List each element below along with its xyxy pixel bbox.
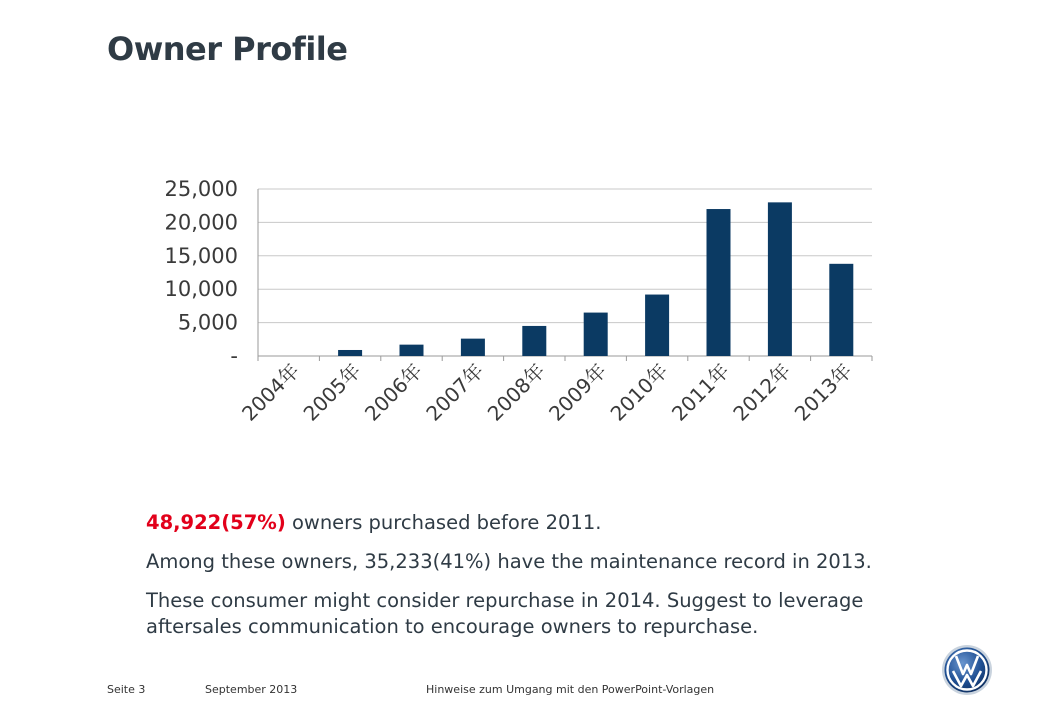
chart-y-axis [165,177,238,368]
bar [829,264,853,356]
x-tick-label: 2004年 [237,358,305,426]
summary-text [146,510,926,653]
y-tick-label: 25,000 [164,177,238,201]
x-tick-label: 2011年 [666,358,735,426]
x-tick-label: 2010年 [605,358,673,426]
y-tick-label: 20,000 [164,210,238,235]
y-tick-label: 5,000 [177,310,238,335]
footer-page-number: Seite 3 [107,683,146,696]
bar [400,345,424,356]
highlight-figure: 48,922(57%) [146,511,286,534]
bar [522,326,546,356]
vw-logo-icon [941,644,993,696]
bar [707,209,731,356]
summary-line-1-text: owners purchased before 2011. [285,511,602,534]
x-tick-label: 2009年 [544,358,612,426]
summary-line-1 [146,510,926,536]
bar [584,313,608,356]
x-tick-label: 2012年 [728,358,796,426]
bar [338,350,362,356]
x-tick-label: 2013年 [789,358,857,426]
footer-note: Hinweise zum Umgang mit den PowerPoint-Vorlagen [426,683,715,696]
x-tick-label: 2007年 [421,358,489,426]
y-tick-label: 15,000 [164,243,238,268]
chart-x-axis [237,359,857,426]
bar [461,339,485,356]
y-tick-label: 10,000 [164,277,238,302]
x-tick-label: 2008年 [482,358,550,426]
bar [768,202,792,356]
x-tick-label: 2006年 [359,358,428,426]
slide-title: Owner Profile [107,30,348,68]
bar [645,295,669,356]
chart-bars [338,202,853,356]
summary-line-3: These consumer might consider repurchase in 2014. Suggest to leverage aftersales communication to encourage owners to repurchase. [146,589,864,638]
y-tick-label: - [230,344,238,368]
summary-line-2: Among these owners, 35,233(41%) have the maintenance record in 2013. [146,550,872,573]
x-tick-label: 2005年 [298,358,366,426]
footer-date: September 2013 [205,683,298,696]
